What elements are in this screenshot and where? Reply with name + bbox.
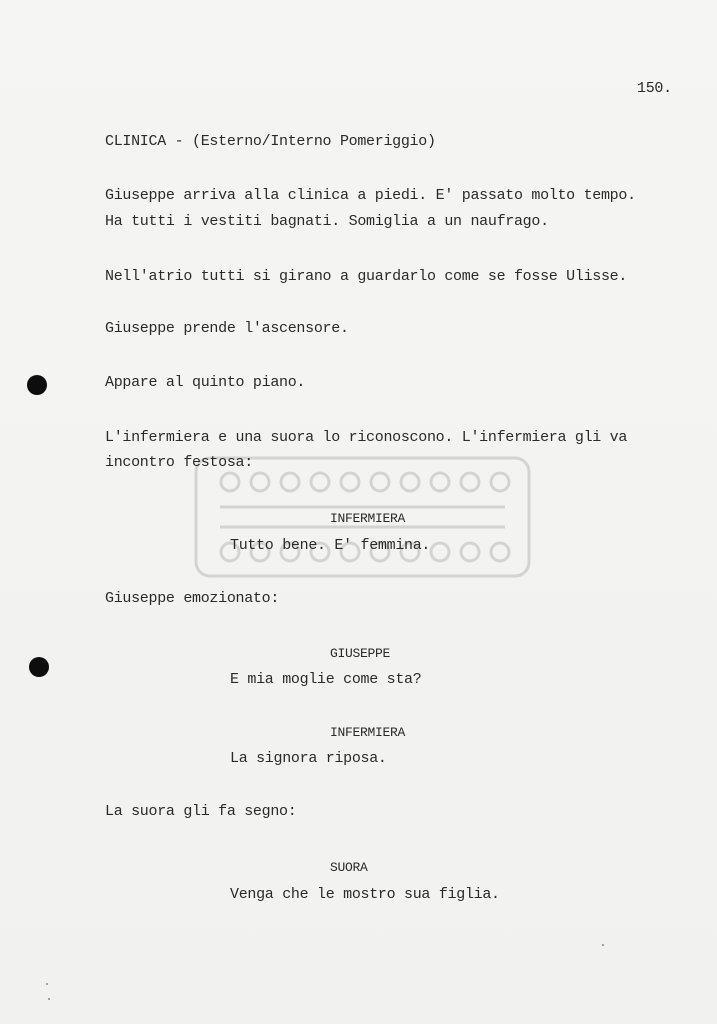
action-line: Giuseppe emozionato: [105,590,280,607]
action-line: Giuseppe arriva alla clinica a piedi. E' passato molto tempo. [105,187,636,204]
action-line: L'infermiera e una suora lo riconoscono. L'infermiera gli va [105,429,628,446]
action-line: Ha tutti i vestiti bagnati. Somiglia a un naufrago. [105,213,549,230]
character-name: INFERMIERA [330,725,406,740]
paper-speck [46,983,48,985]
character-name: SUORA [330,860,368,875]
dialogue-line: La signora riposa. [230,750,387,767]
paper-speck [602,944,604,946]
action-line: Nell'atrio tutti si girano a guardarlo come se fosse Ulisse. [105,268,628,285]
action-line: incontro festosa: [105,454,253,471]
paper-speck [48,998,50,1000]
page-number: 150. [637,80,672,97]
punch-hole-bottom [29,657,49,677]
dialogue-line: E mia moglie come sta? [230,671,422,688]
action-line: Giuseppe prende l'ascensore. [105,320,349,337]
punch-hole-top [27,375,47,395]
scene-heading: CLINICA - (Esterno/Interno Pomeriggio) [105,133,436,150]
dialogue-line: Tutto bene. E' femmina. [230,537,431,554]
character-name: INFERMIERA [330,511,406,526]
action-line: Appare al quinto piano. [105,374,306,391]
dialogue-line: Venga che le mostro sua figlia. [230,886,500,903]
action-line: La suora gli fa segno: [105,803,297,820]
character-name: GIUSEPPE [330,646,391,661]
